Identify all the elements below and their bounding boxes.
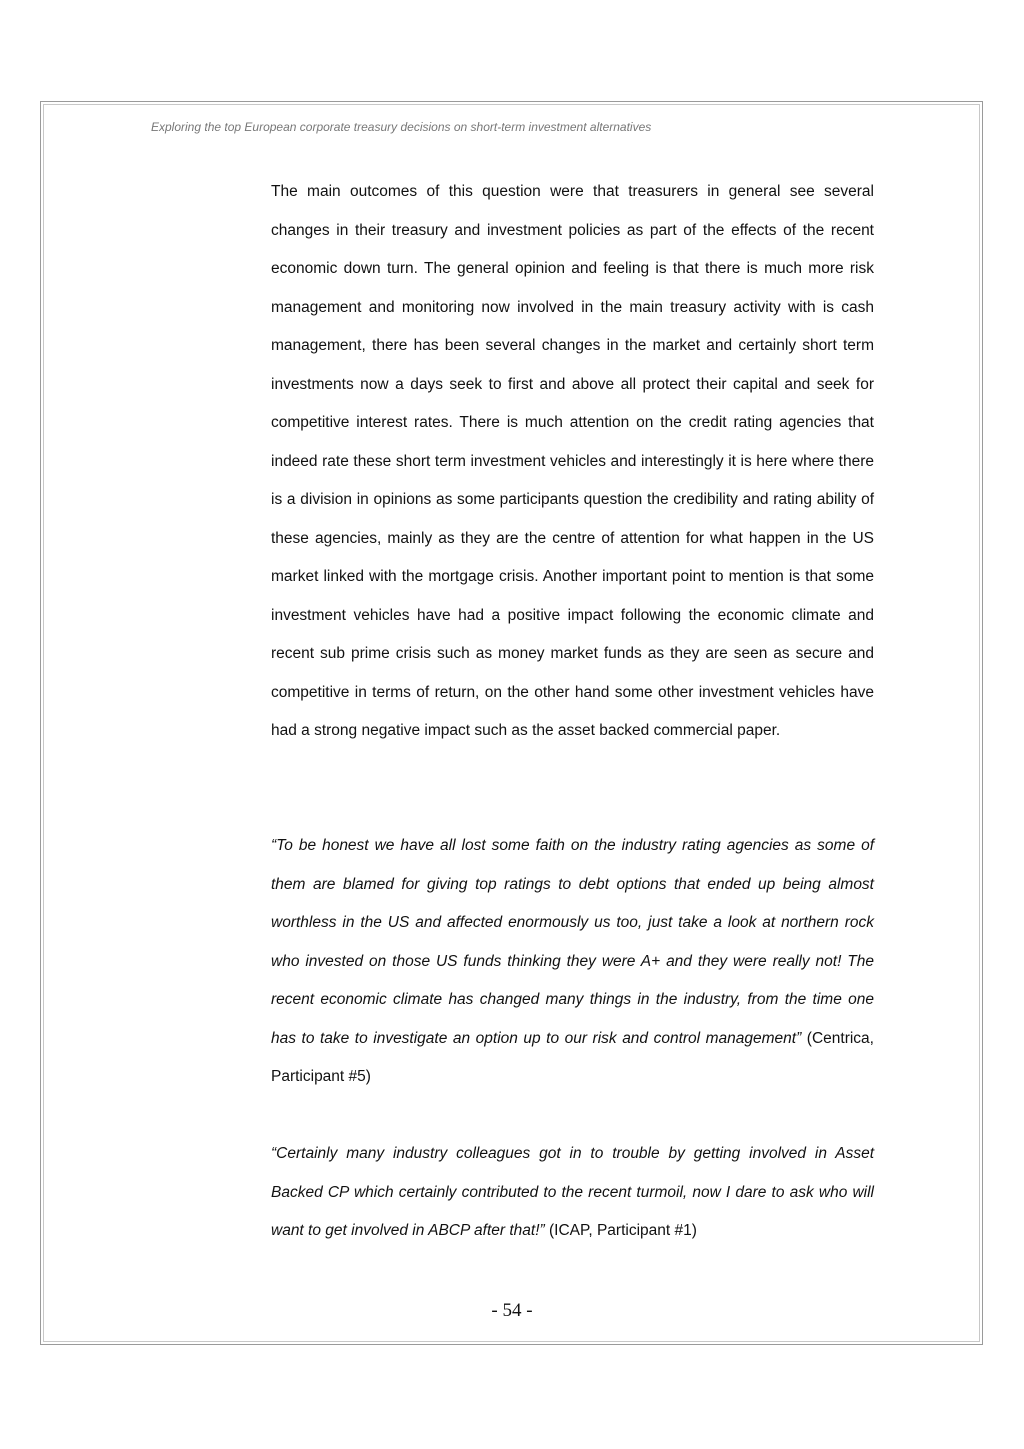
running-header: Exploring the top European corporate treasury decisions on short-term investment alternatives — [151, 120, 652, 134]
quote-text: “Certainly many industry colleagues got in to trouble by getting involved in Asset Backed CP which certainly contributed to the recent turmoil, now I dare to ask who will want to get involved in ABCP after that!” — [271, 1145, 874, 1239]
interview-quote — [271, 1135, 874, 1251]
quote-text: “To be honest we have all lost some faith on the industry rating agencies as some of them are blamed for giving top ratings to debt options that ended up being almost worthless in the US and affected enormously us too, just take a look at northern rock who invested on those US funds thinking they were A+ and they were really not! The recent economic climate has changed many things in the industry, from the time one has to take to investigate an option up to our risk and control management” — [271, 837, 874, 1047]
quote-attribution: (Centrica, Participant #5) — [271, 1029, 874, 1085]
page-number: - 54 - — [491, 1300, 533, 1321]
interview-quote — [271, 827, 874, 1097]
body-paragraph: The main outcomes of this question were that treasurers in general see several changes in their treasury and investment policies as part of the effects of the recent economic down turn. The general opinion and feeling is that there is much more risk management and monitoring now involved in the main treasury activity with is cash management, there has been several changes in the market and certainly short term investments now a days seek to first and above all protect their capital and seek for competitive interest rates. There is much attention on the credit rating agencies that indeed rate these short term investment vehicles and interestingly it is here where there is a division in opinions as some participants question the credibility and rating ability of these agencies, mainly as they are the centre of attention for what happen in the US market linked with the mortgage crisis. Another important point to mention is that some investment vehicles have had a positive impact following the economic climate and recent sub prime crisis such as money market funds as they are seen as secure and competitive in terms of return, on the other hand some other investment vehicles have had a strong negative impact such as the asset backed commercial paper. — [271, 183, 874, 739]
quote-attribution: (ICAP, Participant #1) — [544, 1222, 697, 1239]
